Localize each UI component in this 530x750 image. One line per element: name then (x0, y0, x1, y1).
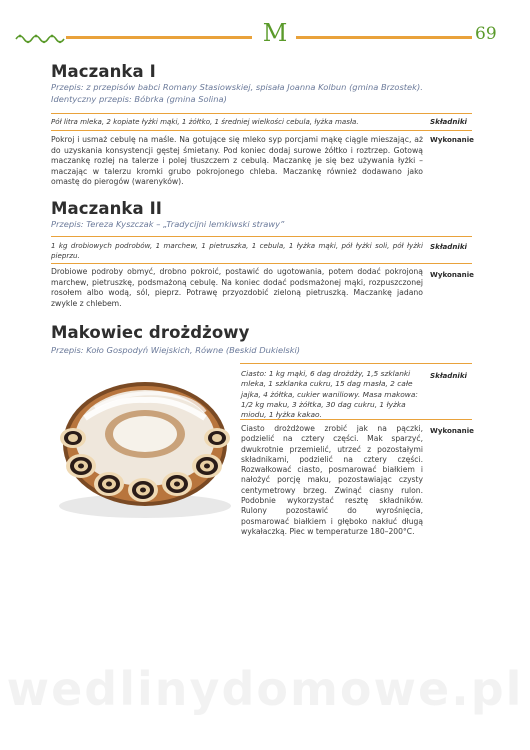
section-rule (51, 263, 472, 264)
recipe-title: Maczanka I (51, 62, 156, 81)
recipe-ingredients: Ciasto: 1 kg mąki, 6 dag drożdży, 1,5 szklanki mleka, 1 szklanka cukru, 15 dag masła, 2 całe jajka, 4 żółtka, cukier waniliowy. Masa makowa: 1/2 kg maku, 3 żółtka, 30 dag cukru, 1 łyżka miodu, 1 łyżka kakao. (241, 369, 418, 420)
header-rule-left (66, 36, 252, 39)
recipe-title: Maczanka II (51, 199, 163, 218)
recipe-method: Pokroj i usmaż cebulę na maśle. Na gotujące się mleko syp porcjami mąkę ciągle mieszając, aż do uzyskania konsystencji gęstej śmietany. Pod koniec dodaj surowe żółtko i roztrzep. Gotową maczankę rozlej na talerze i polej tłuszczem z cebulą. Maczankę je się bez używania łyżki – maczając w talerzu kromki grubo pokrojonego chleba. Maczankę również dodawano jako omastę do pierogów (warenyków). (51, 135, 423, 186)
method-label: Wykonanie (430, 135, 474, 144)
recipe-method: Drobiowe podroby obmyć, drobno pokroić, postawić do ugotowania, potem dodać pokrojoną marchew, pietruszkę, podsmażoną cebulę. Na koniec dodać podsmażonej mąki, rozpuszczonej rosołem albo wodą, sól, pieprz. Potrawę przyozdobić zieloną pietruszką. Maczankę jadano zwykle z chlebem. (51, 267, 423, 308)
ingredients-label: Składniki (430, 117, 467, 126)
ingredients-label: Składniki (430, 371, 467, 380)
recipe-source: Przepis: z przepisów babci Romany Stasiowskiej, spisała Joanna Kolbun (gmina Brzostek). Identyczny przepis: Bóbrka (gmina Solina) (51, 82, 423, 104)
recipe-method: Ciasto drożdżowe zrobić jak na pączki, podzielić na cztery części. Mak sparzyć, dwukrotnie przemielić, utrzeć z pozostałymi składnikami, podzielić na cztery części. Rozwałkować ciasto, posmarować białkiem i nałożyć porcję maku, pozostawiając czysty centymetrowy brzeg. Zwinąć ciasny rulon. Podobnie wykorzystać resztę składników. Rulony pozostawić do wyrośnięcia, posmarować białkiem i głęboko nakłuć długą wykałaczką. Piec w temperaturze 180–200°C. (241, 424, 423, 536)
recipe-ingredients: Pół litra mleka, 2 kopiate łyżki mąki, 1 żółtko, 1 średniej wielkości cebula, łyżka masła. (51, 117, 359, 126)
method-label: Wykonanie (430, 270, 474, 279)
recipe-source: Przepis: Koło Gospodyń Wiejskich, Równe (Beskid Dukielski) (51, 345, 301, 355)
method-label: Wykonanie (430, 426, 474, 435)
header-rule-right (296, 36, 472, 39)
recipe-title: Makowiec drożdżowy (51, 323, 250, 342)
makowiec-photo (55, 368, 235, 520)
section-rule (51, 113, 472, 114)
recipe-ingredients: 1 kg drobiowych podrobów, 1 marchew, 1 pietruszka, 1 cebula, 1 łyżka mąki, pół łyżki soli, pół łyżki pieprzu. (51, 241, 423, 261)
ingredients-label: Składniki (430, 242, 467, 251)
page-number: 69 (475, 24, 497, 44)
section-rule (51, 130, 472, 131)
section-rule (240, 363, 472, 364)
watermark: wedlinydomowe.pl (6, 662, 524, 716)
section-rule (51, 236, 472, 237)
section-letter: M (262, 19, 288, 47)
recipe-source: Przepis: Tereza Kyszczak – „Tradycijni lemkiwski strawy” (51, 219, 285, 229)
section-rule (240, 419, 472, 420)
decorative-pattern-icon (14, 29, 66, 45)
